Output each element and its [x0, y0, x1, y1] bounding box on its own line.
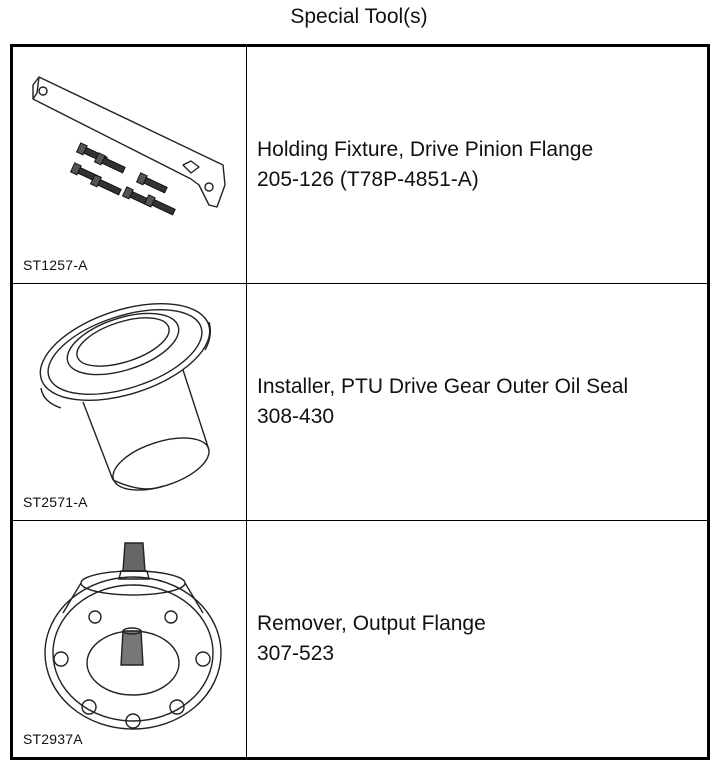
tool-name: Remover, Output Flange: [257, 612, 486, 635]
table-row: [13, 47, 707, 284]
tool-description-cell: [247, 47, 707, 283]
tool-description-cell: [247, 521, 707, 757]
tool-image-cell: [13, 521, 247, 757]
table-row: [13, 521, 707, 757]
tool-name: Holding Fixture, Drive Pinion Flange: [257, 138, 594, 161]
tool-code: ST1257-A: [23, 257, 88, 273]
tool-description-cell: [247, 284, 707, 520]
seal-installer-drawing: [13, 284, 247, 521]
tool-number: 308-430: [257, 405, 335, 428]
tool-name: Installer, PTU Drive Gear Outer Oil Seal: [257, 375, 629, 398]
special-tools-table: [10, 44, 710, 760]
tool-code: ST2937A: [23, 731, 83, 747]
table-row: [13, 284, 707, 521]
tool-code: ST2571-A: [23, 494, 88, 510]
flange-remover-drawing: [13, 521, 247, 757]
tool-image-cell: [13, 47, 247, 283]
holding-fixture-drawing: [13, 47, 247, 284]
tool-image-cell: [13, 284, 247, 520]
tool-number: 205-126 (T78P-4851-A): [257, 168, 479, 191]
tool-number: 307-523: [257, 642, 335, 665]
page-title: Special Tool(s): [290, 5, 428, 28]
